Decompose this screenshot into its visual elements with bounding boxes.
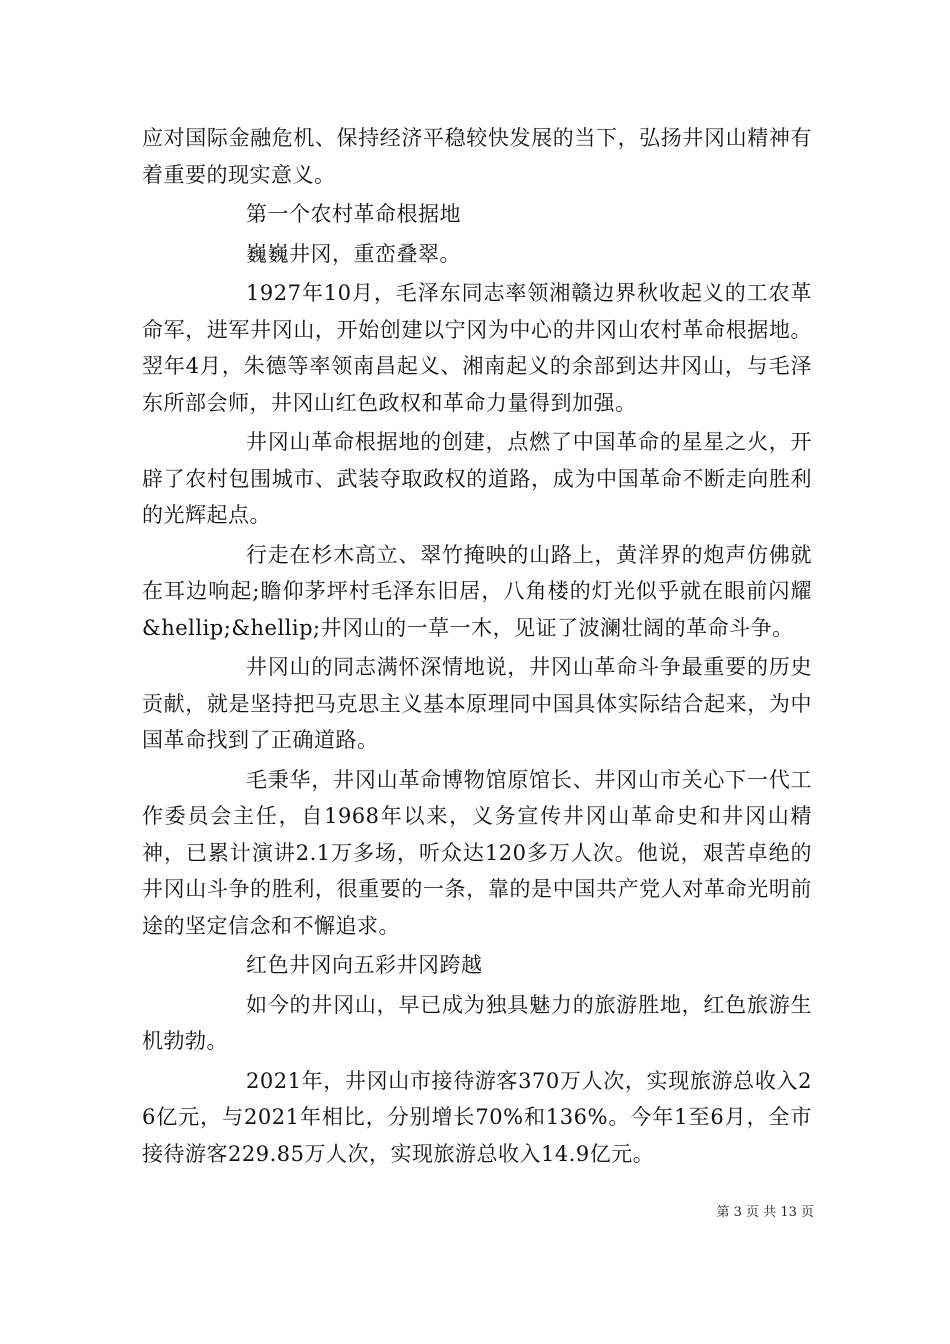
- paragraph-tourism: 如今的井冈山，早已成为独具魅力的旅游胜地，红色旅游生机勃勃。: [142, 992, 812, 1053]
- paragraph-historical-contribution: 井冈山的同志满怀深情地说，井冈山革命斗争最重要的历史贡献，就是坚持把马克思主义基本原理同中国具体实际结合起来，为中国革命找到了正确道路。: [142, 655, 812, 752]
- paragraph-1927-history: 1927年10月，毛泽东同志率领湘赣边界秋收起义的工农革命军，进军井冈山，开始创建以宁冈为中心的井冈山农村革命根据地。翌年4月，朱德等率领南昌起义、湘南起义的余部到达井冈山，与毛泽东所部会师，井冈山红色政权和革命力量得到加强。: [142, 281, 812, 415]
- section-heading-first-rural-base: 第一个农村革命根据地: [246, 202, 461, 226]
- paragraph-continuation: 应对国际金融危机、保持经济平稳较快发展的当下，弘扬井冈山精神有着重要的现实意义。: [142, 126, 812, 187]
- paragraph-2021-statistics: 2021年，井冈山市接待游客370万人次，实现旅游总收入26亿元，与2021年相比，分别增长70%和136%。今年1至6月，全市接待游客229.85万人次，实现旅游总收入14.9亿元。: [142, 1068, 812, 1166]
- page-number-footer: 第 3 页 共 13 页: [716, 1205, 814, 1220]
- section-heading-red-to-colorful: 红色井冈向五彩井冈跨越: [246, 953, 483, 977]
- paragraph-jinggang-mountains: 巍巍井冈，重峦叠翠。: [246, 241, 461, 266]
- paragraph-mountain-road: 行走在杉木高立、翠竹掩映的山路上，黄洋界的炮声仿佛就在耳边响起;瞻仰茅坪村毛泽东旧居，八角楼的灯光似乎就在眼前闪耀&hellip;&hellip;井冈山的一草一木，见证了波澜壮阔的革命斗争。: [142, 542, 812, 640]
- document-body: [142, 120, 812, 1172]
- paragraph-mao-binghua: 毛秉华，井冈山革命博物馆原馆长、井冈山市关心下一代工作委员会主任，自1968年以来，义务宣传井冈山革命史和井冈山精神，已累计演讲2.1万多场，听众达120多万人次。他说，艰苦卓绝的井冈山斗争的胜利，很重要的一条，靠的是中国共产党人对革命光明前途的坚定信念和不懈追求。: [142, 767, 812, 938]
- paragraph-revolutionary-base: 井冈山革命根据地的创建，点燃了中国革命的星星之火，开辟了农村包围城市、武装夺取政权的道路，成为中国革命不断走向胜利的光辉起点。: [142, 430, 812, 527]
